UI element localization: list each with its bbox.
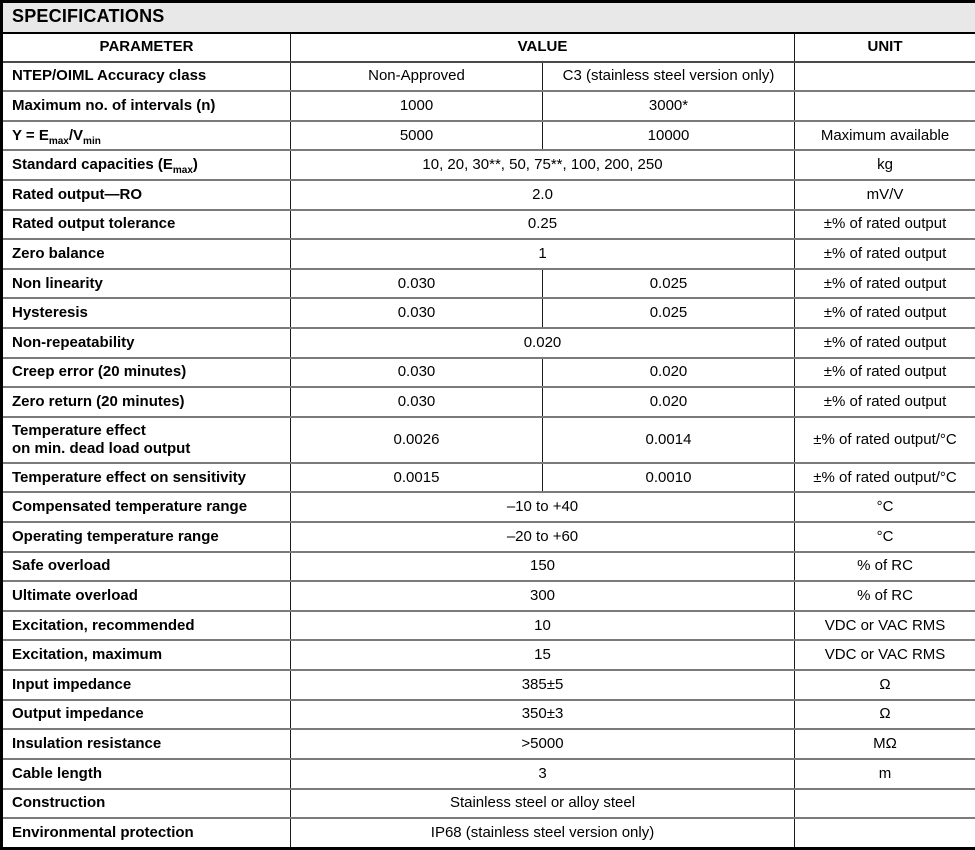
param-cell: Temperature effect on min. dead load output (2, 417, 291, 463)
spec-row (2, 417, 975, 463)
spec-row (2, 387, 975, 417)
param-cell: Zero balance (2, 239, 291, 269)
param-cell: Non-repeatability (2, 328, 291, 358)
value-cell-2: 0.020 (543, 387, 795, 417)
param-cell: Excitation, recommended (2, 611, 291, 641)
value-cell: 15 (291, 640, 795, 670)
spec-row (2, 522, 975, 552)
unit-cell (795, 62, 975, 92)
value-cell-2: 0.025 (543, 269, 795, 299)
param-cell: Operating temperature range (2, 522, 291, 552)
unit-column-header: UNIT (795, 33, 975, 62)
unit-cell: kg (795, 150, 975, 180)
spec-row (2, 759, 975, 789)
value-cell-1: 0.030 (291, 298, 543, 328)
spec-row (2, 358, 975, 388)
value-cell: 350±3 (291, 700, 795, 730)
column-header-row (2, 33, 975, 62)
unit-cell: % of RC (795, 581, 975, 611)
param-cell: Output impedance (2, 700, 291, 730)
value-cell: 2.0 (291, 180, 795, 210)
value-cell: Stainless steel or alloy steel (291, 789, 795, 819)
param-cell: Non linearity (2, 269, 291, 299)
param-cell: Rated output—RO (2, 180, 291, 210)
spec-row (2, 121, 975, 151)
spec-row (2, 729, 975, 759)
param-cell: Maximum no. of intervals (n) (2, 91, 291, 121)
unit-cell: ±% of rated output (795, 387, 975, 417)
value-cell: 10, 20, 30**, 50, 75**, 100, 200, 250 (291, 150, 795, 180)
value-cell: IP68 (stainless steel version only) (291, 818, 795, 848)
unit-cell: mV/V (795, 180, 975, 210)
spec-row (2, 239, 975, 269)
unit-cell: ±% of rated output (795, 239, 975, 269)
value-cell: 1 (291, 239, 795, 269)
spec-row (2, 640, 975, 670)
spec-row (2, 492, 975, 522)
param-cell: Rated output tolerance (2, 210, 291, 240)
value-column-header: VALUE (291, 33, 795, 62)
value-cell-1: 0.0015 (291, 463, 543, 493)
value-cell: –20 to +60 (291, 522, 795, 552)
param-cell: Temperature effect on sensitivity (2, 463, 291, 493)
value-cell-1: 5000 (291, 121, 543, 151)
unit-cell: °C (795, 522, 975, 552)
value-cell: 150 (291, 552, 795, 582)
param-cell: Compensated temperature range (2, 492, 291, 522)
param-cell: $Y = E_{max}/V_{min}$ (2, 121, 291, 151)
unit-cell: Maximum available (795, 121, 975, 151)
value-cell-2: 0.0010 (543, 463, 795, 493)
unit-cell: m (795, 759, 975, 789)
spec-row (2, 552, 975, 582)
unit-cell: ±% of rated output (795, 358, 975, 388)
spec-row (2, 91, 975, 121)
unit-cell: VDC or VAC RMS (795, 640, 975, 670)
spec-row (2, 328, 975, 358)
unit-cell: ±% of rated output (795, 269, 975, 299)
value-cell: 3 (291, 759, 795, 789)
unit-cell: ±% of rated output/°C (795, 463, 975, 493)
unit-cell: Ω (795, 670, 975, 700)
param-cell: NTEP/OIML Accuracy class (2, 62, 291, 92)
unit-cell (795, 789, 975, 819)
value-cell: 10 (291, 611, 795, 641)
value-cell-1: Non-Approved (291, 62, 543, 92)
param-cell: Insulation resistance (2, 729, 291, 759)
value-cell: 0.25 (291, 210, 795, 240)
parameter-column-header: PARAMETER (2, 33, 291, 62)
spec-row (2, 269, 975, 299)
param-cell: Construction (2, 789, 291, 819)
spec-row (2, 789, 975, 819)
param-cell: Ultimate overload (2, 581, 291, 611)
value-cell-2: 0.0014 (543, 417, 795, 463)
value-cell-2: 0.025 (543, 298, 795, 328)
param-cell: Input impedance (2, 670, 291, 700)
unit-cell (795, 818, 975, 848)
value-cell: 0.020 (291, 328, 795, 358)
value-cell-1: 0.030 (291, 358, 543, 388)
value-cell: 300 (291, 581, 795, 611)
value-cell: 385±5 (291, 670, 795, 700)
spec-row (2, 463, 975, 493)
spec-row (2, 150, 975, 180)
value-cell-2: 0.020 (543, 358, 795, 388)
unit-cell: ±% of rated output (795, 210, 975, 240)
value-cell-1: 1000 (291, 91, 543, 121)
unit-cell: MΩ (795, 729, 975, 759)
param-cell: Hysteresis (2, 298, 291, 328)
page-title: SPECIFICATIONS (2, 2, 975, 33)
spec-row (2, 581, 975, 611)
unit-cell: VDC or VAC RMS (795, 611, 975, 641)
unit-cell: % of RC (795, 552, 975, 582)
title-bar (2, 2, 975, 33)
param-cell: Standard capacities $(E_{max})$ (2, 150, 291, 180)
spec-row (2, 670, 975, 700)
value-cell-1: 0.030 (291, 269, 543, 299)
spec-row (2, 611, 975, 641)
value-cell-2: 10000 (543, 121, 795, 151)
spec-row (2, 298, 975, 328)
unit-cell: ±% of rated output (795, 328, 975, 358)
unit-cell: ±% of rated output/°C (795, 417, 975, 463)
param-cell: Zero return (20 minutes) (2, 387, 291, 417)
param-cell: Creep error (20 minutes) (2, 358, 291, 388)
value-cell-2: 3000* (543, 91, 795, 121)
unit-cell: °C (795, 492, 975, 522)
spec-row (2, 700, 975, 730)
value-cell: –10 to +40 (291, 492, 795, 522)
spec-row (2, 210, 975, 240)
unit-cell (795, 91, 975, 121)
param-cell: Cable length (2, 759, 291, 789)
spec-row (2, 180, 975, 210)
spec-row (2, 818, 975, 848)
value-cell: >5000 (291, 729, 795, 759)
value-cell-2: C3 (stainless steel version only) (543, 62, 795, 92)
unit-cell: ±% of rated output (795, 298, 975, 328)
param-cell: Excitation, maximum (2, 640, 291, 670)
param-cell: Safe overload (2, 552, 291, 582)
param-cell: Environmental protection (2, 818, 291, 848)
spec-row (2, 62, 975, 92)
value-cell-1: 0.030 (291, 387, 543, 417)
value-cell-1: 0.0026 (291, 417, 543, 463)
unit-cell: Ω (795, 700, 975, 730)
